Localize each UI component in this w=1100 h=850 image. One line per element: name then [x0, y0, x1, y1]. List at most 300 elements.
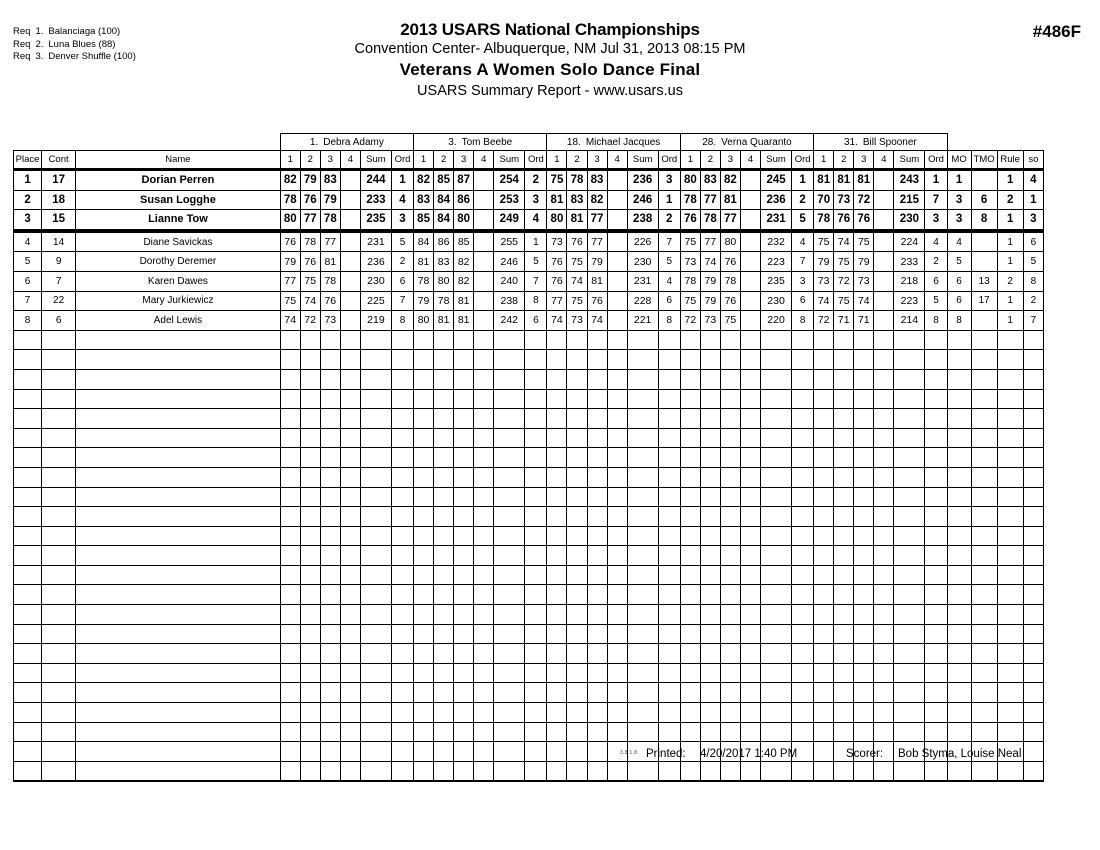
- empty-score: [587, 605, 607, 625]
- empty-so: [1023, 467, 1043, 487]
- empty-cont: [42, 565, 76, 585]
- empty-score: [854, 507, 874, 527]
- row-sum-j1: 230: [360, 271, 391, 291]
- empty-score: [854, 644, 874, 664]
- empty-score: [720, 546, 740, 566]
- empty-score: [434, 722, 454, 742]
- row-score-j4-1: 75: [680, 291, 700, 311]
- empty-score: [300, 624, 320, 644]
- empty-score: [587, 369, 607, 389]
- table-row[interactable]: [14, 190, 1044, 210]
- row-so: 1: [1023, 190, 1043, 210]
- empty-score: [700, 722, 720, 742]
- empty-score: [700, 389, 720, 409]
- empty-ord: [525, 350, 547, 370]
- row-score-j2-1: 85: [414, 210, 434, 231]
- empty-score: [414, 722, 434, 742]
- row-score-j5-2: 73: [834, 190, 854, 210]
- empty-score: [474, 703, 494, 723]
- empty-row[interactable]: [14, 644, 1044, 664]
- row-tmo: 13: [971, 271, 997, 291]
- row-score-j2-3: 81: [454, 311, 474, 331]
- empty-ord: [925, 565, 947, 585]
- empty-mo: [947, 428, 971, 448]
- division-title: Veterans A Women Solo Dance Final: [399, 60, 701, 79]
- row-mo: 5: [947, 252, 971, 272]
- empty-row[interactable]: [14, 624, 1044, 644]
- empty-mo: [947, 683, 971, 703]
- empty-ord: [391, 644, 413, 664]
- empty-score: [454, 585, 474, 605]
- empty-score: [547, 722, 567, 742]
- empty-row[interactable]: [14, 487, 1044, 507]
- empty-row[interactable]: [14, 507, 1044, 527]
- row-sum-j3: 221: [627, 311, 658, 331]
- empty-score: [474, 722, 494, 742]
- empty-place: [14, 703, 42, 723]
- empty-place: [14, 389, 42, 409]
- empty-sum: [494, 409, 525, 429]
- row-score-j5-4: [874, 311, 894, 331]
- report-subtitle: USARS Summary Report - www.usars.us: [417, 83, 683, 99]
- empty-place: [14, 330, 42, 350]
- row-score-j5-1: 72: [814, 311, 834, 331]
- empty-sum: [494, 624, 525, 644]
- empty-score: [414, 448, 434, 468]
- row-score-j5-1: 78: [814, 210, 834, 231]
- empty-row[interactable]: [14, 350, 1044, 370]
- empty-ord: [525, 565, 547, 585]
- empty-sum: [494, 546, 525, 566]
- empty-sum: [627, 663, 658, 683]
- empty-score: [587, 585, 607, 605]
- row-sum-j3: 230: [627, 252, 658, 272]
- empty-score: [340, 605, 360, 625]
- empty-sum: [894, 605, 925, 625]
- row-mo: 6: [947, 271, 971, 291]
- empty-ord: [792, 448, 814, 468]
- empty-score: [854, 448, 874, 468]
- empty-score: [740, 546, 760, 566]
- empty-row[interactable]: [14, 526, 1044, 546]
- empty-score: [607, 722, 627, 742]
- row-score-j2-4: [474, 190, 494, 210]
- empty-score: [834, 487, 854, 507]
- empty-place: [14, 409, 42, 429]
- row-cont: 7: [42, 271, 76, 291]
- empty-name: [76, 722, 281, 742]
- empty-sum: [627, 624, 658, 644]
- empty-tmo: [971, 369, 997, 389]
- row-ord-j3: 6: [658, 291, 680, 311]
- row-sum-j3: 228: [627, 291, 658, 311]
- empty-row[interactable]: [14, 330, 1044, 350]
- row-ord-j2: 7: [525, 271, 547, 291]
- empty-score: [700, 526, 720, 546]
- empty-row[interactable]: [14, 546, 1044, 566]
- empty-score: [740, 663, 760, 683]
- empty-score: [300, 644, 320, 664]
- row-score-j2-1: 81: [414, 252, 434, 272]
- empty-so: [1023, 369, 1043, 389]
- row-so: 2: [1023, 291, 1043, 311]
- row-sum-j5: 215: [894, 190, 925, 210]
- empty-place: [14, 467, 42, 487]
- empty-score: [834, 703, 854, 723]
- empty-so: [1023, 487, 1043, 507]
- row-sum-j3: 246: [627, 190, 658, 210]
- empty-rule: [997, 644, 1023, 664]
- empty-sum: [894, 487, 925, 507]
- empty-score: [340, 585, 360, 605]
- row-ord-j4: 5: [792, 210, 814, 231]
- empty-score: [414, 467, 434, 487]
- empty-score: [587, 507, 607, 527]
- empty-ord: [391, 448, 413, 468]
- row-score-j4-4: [740, 231, 760, 252]
- empty-name: [76, 565, 281, 585]
- requirement-number: 3.: [35, 51, 44, 62]
- empty-score: [547, 644, 567, 664]
- empty-score: [680, 448, 700, 468]
- empty-ord: [792, 507, 814, 527]
- empty-score: [834, 330, 854, 350]
- empty-ord: [391, 409, 413, 429]
- empty-score: [720, 722, 740, 742]
- empty-score: [414, 526, 434, 546]
- empty-score: [874, 546, 894, 566]
- empty-score: [814, 565, 834, 585]
- empty-sum: [360, 722, 391, 742]
- empty-score: [834, 663, 854, 683]
- empty-score: [320, 428, 340, 448]
- row-score-j2-4: [474, 252, 494, 272]
- row-ord-j2: 3: [525, 190, 547, 210]
- row-so: 6: [1023, 231, 1043, 252]
- empty-score: [300, 448, 320, 468]
- table-row[interactable]: [14, 252, 1044, 272]
- empty-score: [607, 487, 627, 507]
- table-row[interactable]: [14, 271, 1044, 291]
- empty-ord: [925, 585, 947, 605]
- empty-score: [414, 683, 434, 703]
- empty-row[interactable]: [14, 605, 1044, 625]
- row-score-j3-1: 77: [547, 291, 567, 311]
- row-tmo: [971, 311, 997, 331]
- empty-score: [340, 703, 360, 723]
- empty-score: [814, 467, 834, 487]
- empty-score: [474, 467, 494, 487]
- row-score-j1-3: 78: [320, 271, 340, 291]
- row-ord-j5: 7: [925, 190, 947, 210]
- row-place: 3: [14, 210, 42, 231]
- empty-score: [280, 546, 300, 566]
- table-row[interactable]: [14, 231, 1044, 252]
- empty-place: [14, 507, 42, 527]
- empty-score: [874, 585, 894, 605]
- row-sum-j4: 230: [761, 291, 792, 311]
- empty-score: [434, 507, 454, 527]
- empty-score: [340, 507, 360, 527]
- empty-score: [680, 350, 700, 370]
- header-score-3-4: 4: [607, 151, 627, 170]
- empty-sum: [761, 683, 792, 703]
- empty-score: [474, 585, 494, 605]
- empty-row[interactable]: [14, 663, 1044, 683]
- empty-tmo: [971, 467, 997, 487]
- empty-score: [434, 703, 454, 723]
- row-ord-j5: 5: [925, 291, 947, 311]
- empty-ord: [525, 507, 547, 527]
- empty-tmo: [971, 507, 997, 527]
- empty-score: [280, 507, 300, 527]
- row-mo: 3: [947, 190, 971, 210]
- empty-sum: [360, 448, 391, 468]
- empty-row[interactable]: [14, 565, 1044, 585]
- row-rule: 1: [997, 210, 1023, 231]
- header-score-3-2: 2: [567, 151, 587, 170]
- row-tmo: [971, 252, 997, 272]
- empty-score: [680, 330, 700, 350]
- empty-score: [740, 565, 760, 585]
- row-score-j1-3: 73: [320, 311, 340, 331]
- empty-score: [320, 722, 340, 742]
- row-score-j3-4: [607, 271, 627, 291]
- empty-sum: [494, 487, 525, 507]
- empty-mo: [947, 389, 971, 409]
- empty-row[interactable]: [14, 703, 1044, 723]
- row-score-j2-3: 87: [454, 170, 474, 191]
- empty-so: [1023, 448, 1043, 468]
- empty-score: [700, 350, 720, 370]
- row-score-j2-3: 86: [454, 190, 474, 210]
- row-ord-j5: 4: [925, 231, 947, 252]
- requirement-name: Luna Blues (88): [48, 38, 116, 50]
- row-mo: 6: [947, 291, 971, 311]
- judge-name-text: Debra Adamy: [323, 136, 384, 148]
- empty-score: [874, 624, 894, 644]
- row-score-j5-4: [874, 291, 894, 311]
- row-sum-j5: 214: [894, 311, 925, 331]
- empty-score: [547, 389, 567, 409]
- empty-row[interactable]: [14, 467, 1044, 487]
- empty-score: [320, 507, 340, 527]
- row-name: Dorothy Deremer: [76, 252, 281, 272]
- empty-score: [454, 644, 474, 664]
- row-score-j1-1: 79: [280, 252, 300, 272]
- empty-ord: [658, 605, 680, 625]
- empty-sum: [894, 585, 925, 605]
- empty-score: [434, 605, 454, 625]
- row-place: 7: [14, 291, 42, 311]
- empty-place: [14, 428, 42, 448]
- empty-score: [854, 703, 874, 723]
- empty-score: [434, 683, 454, 703]
- empty-score: [834, 448, 854, 468]
- empty-score: [567, 409, 587, 429]
- row-score-j3-3: 81: [587, 271, 607, 291]
- empty-sum: [894, 350, 925, 370]
- empty-rule: [997, 565, 1023, 585]
- empty-sum: [360, 624, 391, 644]
- row-score-j2-2: 84: [434, 190, 454, 210]
- empty-sum: [761, 330, 792, 350]
- row-ord-j4: 3: [792, 271, 814, 291]
- empty-sum: [627, 389, 658, 409]
- empty-score: [720, 526, 740, 546]
- row-score-j3-2: 78: [567, 170, 587, 191]
- empty-score: [834, 507, 854, 527]
- empty-score: [607, 585, 627, 605]
- row-score-j2-1: 80: [414, 311, 434, 331]
- empty-tmo: [971, 644, 997, 664]
- row-score-j4-2: 79: [700, 271, 720, 291]
- empty-row[interactable]: [14, 409, 1044, 429]
- empty-cont: [42, 605, 76, 625]
- empty-score: [300, 487, 320, 507]
- empty-cont: [42, 369, 76, 389]
- empty-score: [340, 428, 360, 448]
- empty-rule: [997, 526, 1023, 546]
- empty-score: [454, 663, 474, 683]
- requirement-label: Req: [13, 26, 31, 37]
- row-tmo: [971, 170, 997, 191]
- empty-score: [740, 585, 760, 605]
- empty-score: [854, 409, 874, 429]
- empty-name: [76, 605, 281, 625]
- empty-ord: [525, 585, 547, 605]
- empty-score: [434, 409, 454, 429]
- row-place: 5: [14, 252, 42, 272]
- empty-score: [474, 644, 494, 664]
- empty-score: [740, 703, 760, 723]
- empty-score: [300, 369, 320, 389]
- empty-cont: [42, 467, 76, 487]
- judge-header-3: [547, 134, 680, 151]
- empty-sum: [627, 683, 658, 703]
- empty-score: [834, 683, 854, 703]
- empty-score: [300, 330, 320, 350]
- empty-score: [567, 448, 587, 468]
- empty-score: [587, 565, 607, 585]
- row-so: 3: [1023, 210, 1043, 231]
- empty-score: [700, 644, 720, 664]
- empty-mo: [947, 330, 971, 350]
- row-score-j4-3: 78: [720, 271, 740, 291]
- row-score-j3-4: [607, 291, 627, 311]
- header-score-3-1: 1: [547, 151, 567, 170]
- empty-row[interactable]: [14, 389, 1044, 409]
- empty-ord: [391, 389, 413, 409]
- empty-row[interactable]: [14, 683, 1044, 703]
- row-score-j1-1: 76: [280, 231, 300, 252]
- report-header: [0, 20, 1100, 101]
- empty-score: [587, 526, 607, 546]
- empty-score: [320, 350, 340, 370]
- empty-row[interactable]: [14, 428, 1044, 448]
- empty-score: [720, 565, 740, 585]
- empty-row[interactable]: [14, 585, 1044, 605]
- table-row[interactable]: [14, 291, 1044, 311]
- empty-tmo: [971, 683, 997, 703]
- empty-row[interactable]: [14, 722, 1044, 742]
- empty-sum: [894, 624, 925, 644]
- empty-rule: [997, 350, 1023, 370]
- empty-sum: [627, 467, 658, 487]
- row-ord-j1: 8: [391, 311, 413, 331]
- empty-ord: [792, 585, 814, 605]
- empty-score: [300, 565, 320, 585]
- row-score-j2-1: 84: [414, 231, 434, 252]
- empty-sum: [627, 428, 658, 448]
- version-code: 3.8.1.8: [620, 750, 638, 756]
- judge-number: 28.: [702, 136, 717, 148]
- empty-ord: [792, 350, 814, 370]
- row-score-j1-2: 79: [300, 170, 320, 191]
- empty-cont: [42, 683, 76, 703]
- empty-sum: [761, 644, 792, 664]
- row-sum-j5: 230: [894, 210, 925, 231]
- empty-row[interactable]: [14, 369, 1044, 389]
- row-so: 8: [1023, 271, 1043, 291]
- table-row[interactable]: [14, 210, 1044, 231]
- row-score-j3-3: 83: [587, 170, 607, 191]
- empty-score: [567, 389, 587, 409]
- empty-ord: [925, 703, 947, 723]
- empty-score: [740, 467, 760, 487]
- empty-sum: [894, 644, 925, 664]
- empty-score: [720, 644, 740, 664]
- row-score-j3-1: 81: [547, 190, 567, 210]
- row-score-j4-4: [740, 271, 760, 291]
- empty-so: [1023, 585, 1043, 605]
- row-ord-j2: 1: [525, 231, 547, 252]
- empty-row[interactable]: [14, 448, 1044, 468]
- row-score-j1-4: [340, 231, 360, 252]
- empty-rule: [997, 448, 1023, 468]
- row-score-j3-4: [607, 190, 627, 210]
- empty-score: [474, 389, 494, 409]
- row-score-j1-3: 78: [320, 210, 340, 231]
- row-ord-j5: 8: [925, 311, 947, 331]
- empty-tmo: [971, 663, 997, 683]
- empty-score: [587, 467, 607, 487]
- empty-rule: [997, 722, 1023, 742]
- empty-score: [414, 507, 434, 527]
- requirement-label: Req: [13, 51, 31, 62]
- empty-place: [14, 663, 42, 683]
- row-name: Mary Jurkiewicz: [76, 291, 281, 311]
- empty-score: [720, 605, 740, 625]
- empty-score: [567, 330, 587, 350]
- header-tmo: TMO: [971, 151, 997, 170]
- empty-score: [547, 526, 567, 546]
- header-score-5-1: 1: [814, 151, 834, 170]
- table-row[interactable]: [14, 170, 1044, 191]
- row-score-j1-4: [340, 190, 360, 210]
- empty-name: [76, 585, 281, 605]
- empty-score: [740, 526, 760, 546]
- empty-score: [874, 389, 894, 409]
- empty-sum: [360, 526, 391, 546]
- empty-score: [607, 467, 627, 487]
- empty-score: [814, 369, 834, 389]
- empty-ord: [792, 605, 814, 625]
- row-score-j3-2: 76: [567, 231, 587, 252]
- empty-sum: [360, 565, 391, 585]
- table-row[interactable]: [14, 311, 1044, 331]
- empty-sum: [761, 487, 792, 507]
